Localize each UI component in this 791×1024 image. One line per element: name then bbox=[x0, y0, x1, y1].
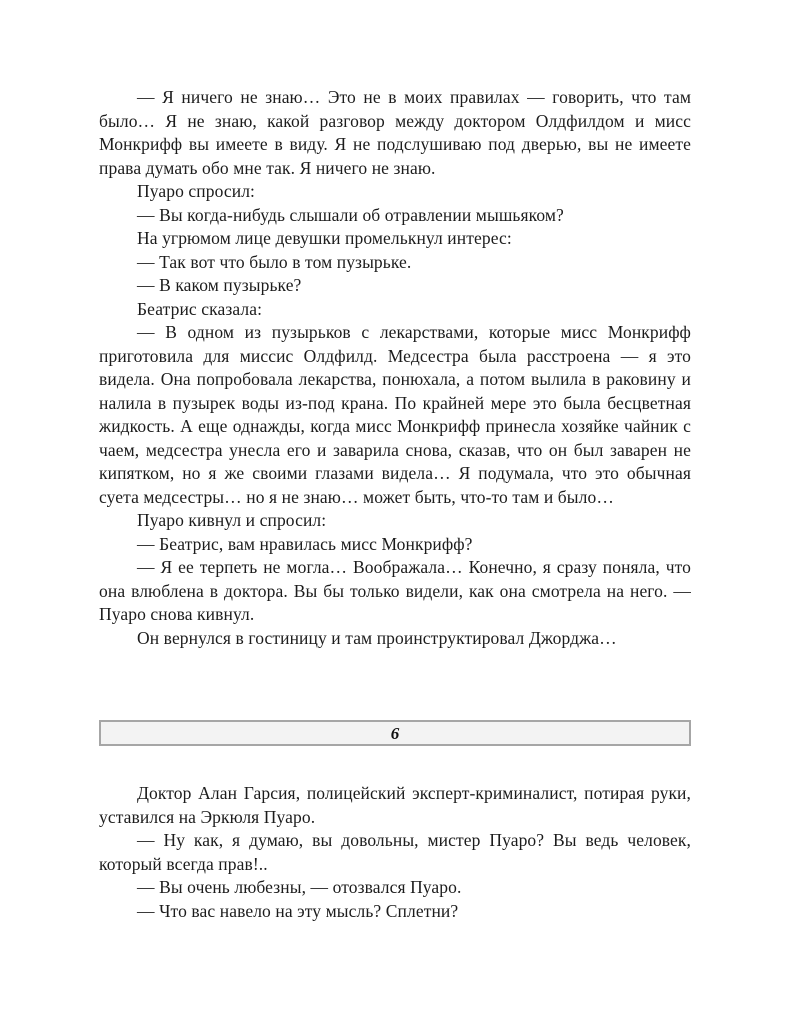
paragraph: — Ну как, я думаю, вы довольны, мистер Пуаро? Вы ведь человек, который всегда прав!.. bbox=[99, 830, 691, 874]
chapter-divider bbox=[99, 720, 691, 746]
paragraph: — Беатрис, вам нравилась мисс Монкрифф? bbox=[137, 533, 473, 554]
paragraph: На угрюмом лице девушки промелькнул интерес: bbox=[137, 228, 512, 248]
paragraph: — Что вас навело на эту мысль? Сплетни? bbox=[137, 900, 459, 921]
paragraph: Пуаро спросил: bbox=[137, 181, 255, 201]
text-block bbox=[99, 86, 691, 923]
paragraph: Доктор Алан Гарсия, полицейский эксперт-криминалист, потирая руки, уставился на Эркюля Пуаро. bbox=[99, 783, 691, 827]
paragraph: Пуаро кивнул и спросил: bbox=[137, 510, 327, 530]
chapter-number: 6 bbox=[390, 723, 400, 743]
paragraph: — В каком пузырьке? bbox=[137, 275, 302, 295]
paragraph: — Я ничего не знаю… Это не в моих правилах — говорить, что там было… Я не знаю, какой разговор между доктором Олдфилдом и мисс Монкрифф вы имеете в виду. Я не подслушиваю под дверью, вы не имеете права думать обо мне так. Я ничего не знаю. bbox=[99, 87, 691, 178]
paragraph: — В одном из пузырьков с лекарствами, которые мисс Монкрифф приготовила для миссис Олдфилд. Медсестра была расстроена — я это видела. Она попробовала лекарства, понюхала, а потом вылила в раковину и налила в пузырек воды из-под крана. По крайней мере это была бесцветная жидкость. А еще однажды, когда мисс Монкрифф принесла хозяйке чайник с чаем, медсестра унесла его и заварила снова, сказав, что он был заварен не кипятком, но я же своими глазами видела… Я подумала, что это обычная суета медсестры… но я не знаю… может быть, что-то там и было… bbox=[99, 322, 691, 507]
paragraph: Он вернулся в гостиницу и там проинструктировал Джорджа… bbox=[137, 627, 617, 648]
paragraph: Беатрис сказала: bbox=[137, 298, 263, 319]
paragraph: — Вы очень любезны, — отозвался Пуаро. bbox=[137, 877, 462, 897]
paragraph: — Вы когда-нибудь слышали об отравлении мышьяком? bbox=[137, 204, 564, 225]
paragraph: — Я ее терпеть не могла… Воображала… Конечно, я сразу поняла, что она влюблена в доктора. Вы бы только видели, как она смотрела на него. — Пуаро снова кивнул. bbox=[99, 557, 691, 624]
paragraph: — Так вот что было в том пузырьке. bbox=[137, 251, 412, 272]
